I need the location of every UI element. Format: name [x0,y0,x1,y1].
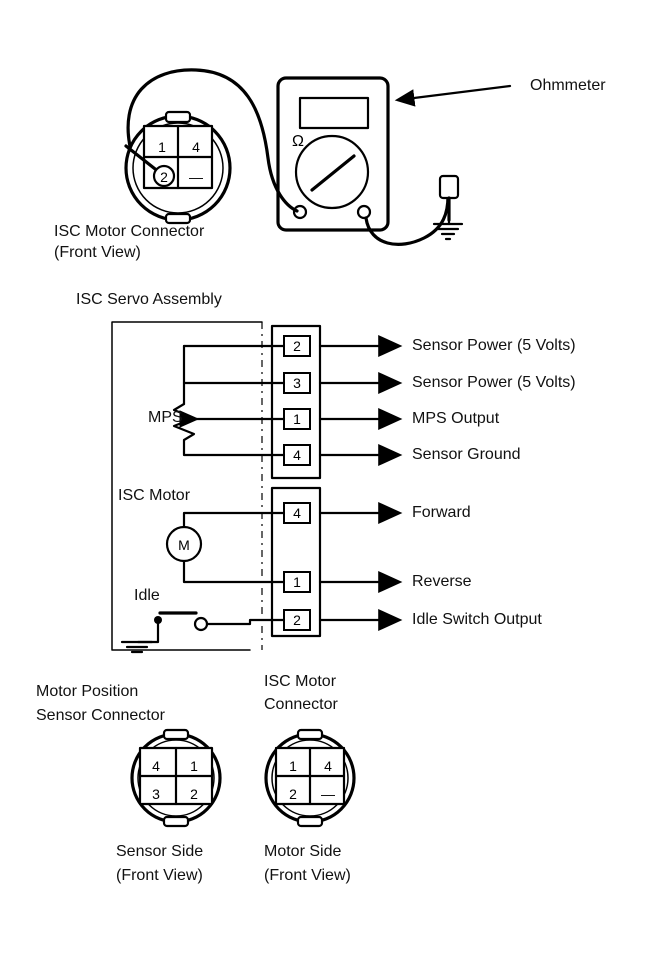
group-label-isc-motor: ISC Motor [118,487,191,504]
top-pin-dash: — [189,169,203,185]
wire-row-6 [184,561,284,582]
ohmmeter-display [300,98,368,128]
group-label-mps: MPS [148,409,183,426]
idle-switch-contact [195,618,207,630]
sensor-side-caption-1: Sensor Side [116,843,204,860]
connector-top-tab [166,112,190,122]
row-label-1: Sensor Power (5 Volts) [412,337,576,354]
wire-row-5 [184,513,284,527]
pin-label-row-5: 4 [293,505,301,521]
mps-connector-caption-2: Sensor Connector [36,707,165,724]
motor-pin-4: 4 [324,758,332,774]
wire-row-4 [184,452,284,455]
sensor-connector-bottom-tab [164,817,188,826]
row-label-5: Forward [412,504,471,521]
motor-connector-top-tab [298,730,322,739]
pin-label-row-3: 1 [293,411,301,427]
pin-label-row-7: 2 [293,612,301,628]
ohmmeter-label: Ohmmeter [530,77,606,94]
isc-connector-caption-1: ISC Motor Connector [54,223,205,240]
pin-label-row-2: 3 [293,375,301,391]
omega-symbol: Ω [292,133,304,150]
sensor-pin-3: 3 [152,786,160,802]
sensor-pin-2: 2 [190,786,198,802]
top-pin-1: 1 [158,139,166,155]
motor-symbol-label: M [178,537,190,553]
row-label-3: MPS Output [412,410,500,427]
pin-label-row-1: 2 [293,338,301,354]
motor-connector-bottom-tab [298,817,322,826]
ohmmeter-callout-arrow [398,86,510,100]
probe-tip-body [440,176,458,198]
idle-switch-pivot [154,616,162,624]
group-label-idle: Idle [134,587,160,604]
motor-side-caption-2: (Front View) [264,867,351,884]
pin-label-row-6: 1 [293,574,301,590]
motor-pin-dash: — [321,786,335,802]
row-label-6: Reverse [412,573,472,590]
sensor-side-caption-2: (Front View) [116,867,203,884]
isc-motor-connector-caption-2: Connector [264,696,338,713]
motor-pin-2: 2 [289,786,297,802]
pin-label-row-4: 4 [293,447,301,463]
sensor-connector-top-tab [164,730,188,739]
idle-ground-wire [138,624,158,642]
sensor-pin-1: 1 [190,758,198,774]
row-label-2: Sensor Power (5 Volts) [412,374,576,391]
sensor-pin-4: 4 [152,758,160,774]
top-pin-4: 4 [192,139,200,155]
motor-pin-1: 1 [289,758,297,774]
row-label-4: Sensor Ground [412,446,521,463]
motor-side-caption-1: Motor Side [264,843,342,860]
top-pin-2: 2 [160,169,168,185]
isc-connector-caption-2: (Front View) [54,244,141,261]
servo-assembly-label: ISC Servo Assembly [76,291,222,308]
row-label-7: Idle Switch Output [412,611,542,628]
mps-connector-caption-1: Motor Position [36,683,139,700]
ohmmeter-jack-right [358,206,370,218]
isc-motor-connector-caption-1: ISC Motor [264,673,337,690]
